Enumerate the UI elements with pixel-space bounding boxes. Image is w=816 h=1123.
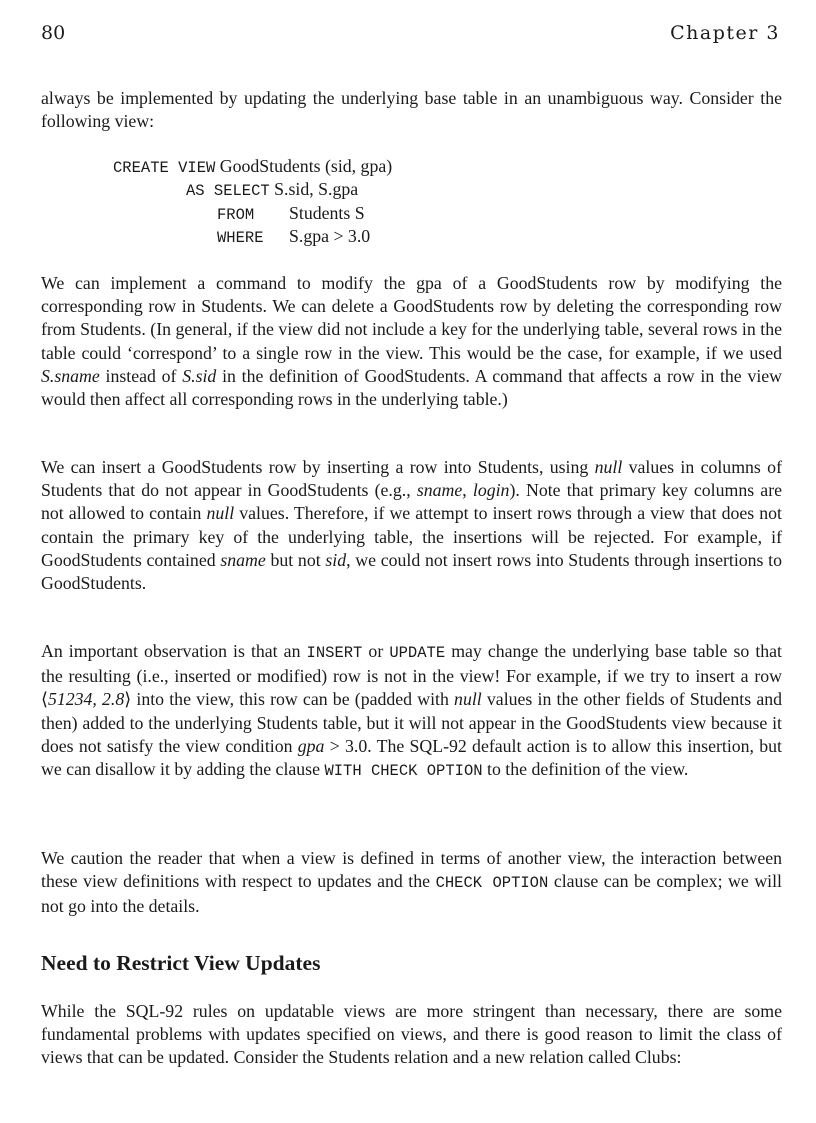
code-line-2 <box>186 179 358 200</box>
code-keyword: AS SELECT <box>186 182 270 200</box>
italic-term: gpa <box>297 735 325 756</box>
text-run: instead of <box>99 365 183 386</box>
code-term: WITH CHECK OPTION <box>324 762 483 781</box>
code-term: CHECK OPTION <box>435 874 549 893</box>
italic-term: S.sname <box>41 365 100 386</box>
italic-term: sname <box>220 549 266 570</box>
italic-term: 51234, 2.8 <box>47 689 125 710</box>
text-run: or <box>362 641 390 661</box>
text-run: ⟩ into the view, this row can be (padded with <box>124 689 455 710</box>
text-run: , we could not insert rows into Students through insertions to GoodStudents. <box>41 549 783 594</box>
paragraph-intro: always be implemented by updating the underlying base table in an unambiguous way. Consider the following view: <box>41 88 782 132</box>
italic-term: sid <box>325 549 347 570</box>
italic-term: null <box>594 457 623 477</box>
code-line-3 <box>217 203 365 224</box>
section-heading: Need to Restrict View Updates <box>41 951 321 975</box>
text-run: > 3.0. The SQL-92 default action is to allow this insertion, but we can disallow it by adding the clause <box>41 735 782 780</box>
chapter-title: Chapter 3 <box>670 22 780 44</box>
text-run: may change the underlying base table so that the resulting (i.e., inserted or modified) row is not in the view! For example, if we try to insert a row ⟨ <box>41 641 783 710</box>
code-keyword: CREATE VIEW <box>113 159 216 177</box>
italic-term: null <box>206 503 235 524</box>
italic-term: null <box>454 689 482 710</box>
paragraph-caution <box>41 847 782 919</box>
text-run: We caution the reader that when a view is defined in terms of another view, the interaction between these view definitions with respect to updates and the <box>41 848 782 892</box>
text-run: We can implement a command to modify the gpa of a GoodStudents row by modifying the corresponding row in Students. We can delete a GoodStudents row by deleting the corresponding row from Students. (In general, if the view did not include a key for the underlying table, several rows in the table could ‘correspond’ to a single row in the view. This would be the case, for example, if we used <box>41 273 782 363</box>
text-run: clause can be complex; we will not go into the details. <box>41 871 782 917</box>
code-text: S.sid, S.gpa <box>274 179 359 199</box>
code-text: S.gpa > 3.0 <box>289 226 371 246</box>
text-run: but not <box>265 549 326 570</box>
paragraph-modify-delete <box>41 272 782 411</box>
text-run: An important observation is that an <box>41 641 307 661</box>
code-keyword: FROM <box>217 206 255 224</box>
italic-term: sname <box>416 480 463 501</box>
paragraph-restrict: While the SQL-92 rules on updatable views are more stringent than necessary, there are some fundamental problems with updates specified on views, and there is good reason to limit the class of views that can be updated. Consider the Students relation and a new relation called Clubs: <box>41 1001 782 1068</box>
paragraph-observation <box>41 640 782 783</box>
text-run: values. Therefore, if we attempt to insert rows through a view that does not contain the primary key of the underlying table, the insertions will be rejected. For example, if GoodStudents contained <box>41 503 782 570</box>
italic-term: login <box>472 480 510 501</box>
text-run: in the definition of GoodStudents. A command that affects a row in the view would then affect all corresponding rows in the underlying table.) <box>41 365 783 410</box>
page-number: 80 <box>41 22 66 44</box>
paragraph-insert <box>41 456 782 595</box>
page-header <box>41 22 780 48</box>
code-text: Students S <box>289 203 365 223</box>
code-text: GoodStudents (sid, gpa) <box>219 156 393 176</box>
text-run: We can insert a GoodStudents row by inserting a row into Students, using <box>41 457 595 477</box>
italic-term: S.sid <box>182 365 217 386</box>
text-run: to the definition of the view. <box>482 759 689 780</box>
code-keyword: WHERE <box>217 229 264 247</box>
code-term: UPDATE <box>389 644 446 662</box>
text-run: values in columns of Students that do not appear in GoodStudents (e.g., <box>41 457 782 501</box>
code-term: INSERT <box>306 644 363 662</box>
text-run: , <box>462 480 473 501</box>
text-run: values in the other fields of Students and then) added to the underlying Students table, but it will not appear in the GoodStudents view because it does not satisfy the view condition <box>41 689 783 756</box>
code-line-1 <box>113 156 392 177</box>
text-run: ). Note that primary key columns are not allowed to contain <box>41 480 783 524</box>
code-line-4 <box>217 226 370 247</box>
